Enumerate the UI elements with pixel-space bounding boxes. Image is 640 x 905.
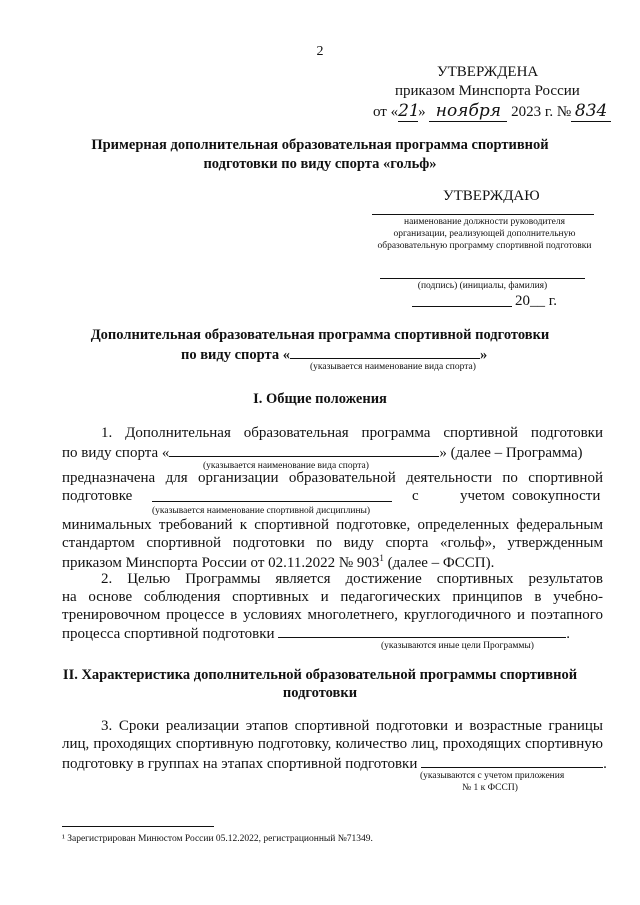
approval-date-line: [373, 101, 611, 122]
approve-word: УТВЕРЖДАЮ: [443, 188, 540, 204]
p3-blank: [421, 754, 603, 768]
program-title-line-1: Дополнительная образовательная программа спортивной подготовки: [90, 327, 550, 343]
p3-line-2: лиц, проходящих спортивную подготовку, количество лиц, проходящих спортивную: [62, 736, 603, 752]
p1-line-2: [62, 443, 603, 462]
date-suffix: 20__ г.: [515, 293, 557, 309]
p2-line-4: процесса спортивной подготовки .: [62, 626, 571, 642]
section-1-title: I. Общие положения: [253, 391, 387, 407]
p1-caption-2: (указывается наименование спортивной дисциплины): [152, 506, 371, 516]
p1-line-4-uchetom: учетом: [460, 488, 505, 504]
p3-caption-2: № 1 к ФССП): [462, 783, 518, 793]
p1-line-7-text: приказом Минспорта России от 02.11.2022 № 903: [62, 555, 380, 571]
approve-caption-1: наименование должности руководителя: [404, 217, 565, 227]
p1-line-2-prefix: по виду спорта «: [62, 445, 170, 461]
p2-goals-blank: [278, 624, 566, 638]
approval-day: 21: [398, 101, 420, 121]
p2-line-2: на основе соблюдения спортивных и педагогических принципов в учебно-: [62, 589, 603, 605]
approve-position-line: [372, 214, 594, 215]
program-title-suffix: »: [479, 347, 488, 363]
doc-title-line-1: Примерная дополнительная образовательная программа спортивной: [91, 137, 549, 153]
p1-line-7-tail: (далее – ФССП).: [383, 555, 495, 571]
p1-line-4-sovokupnosti: совокупности: [512, 488, 601, 504]
p3-line-3: подготовку в группах на этапах спортивной подготовки .: [62, 756, 607, 772]
program-caption: (указывается наименование вида спорта): [310, 362, 476, 372]
p1-line-6: стандартом спортивной подготовки по виду спорта «гольф», утвержденным: [62, 535, 603, 551]
footnote-separator: [62, 826, 214, 827]
p2-line-1: 2. Целью Программы является достижение спортивных результатов: [101, 571, 603, 587]
p1-sport-blank: [169, 443, 439, 457]
p2-line-3: тренировочном процессе в условиях многолетнего, круглогодичного и поэтапного: [62, 607, 603, 623]
approval-title: УТВЕРЖДЕНА: [437, 64, 539, 80]
p1-line-3: предназначена для организации образовательной деятельности по спортивной: [62, 470, 603, 486]
p2-caption: (указываются иные цели Программы): [381, 641, 534, 651]
p1-caption-1: (указывается наименование вида спорта): [203, 461, 369, 471]
p2-line-4-text: процесса спортивной подготовки: [62, 626, 275, 642]
approval-month: ноября: [429, 101, 507, 122]
approval-from: от «: [373, 104, 399, 120]
approval-year: 2023 г. №: [511, 104, 572, 120]
signature-line: [380, 278, 585, 279]
p3-caption-1: (указываются с учетом приложения: [420, 771, 565, 781]
footnote: ¹ Зарегистрирован Минюстом России 05.12.2022, регистрационный №71349.: [62, 834, 373, 844]
signature-caption: (подпись) (инициалы, фамилия): [417, 281, 548, 291]
section-2-title-line-1: II. Характеристика дополнительной образовательной программы спортивной: [62, 667, 578, 683]
page-number: 2: [316, 44, 324, 59]
p1-footnote-ref: 1: [379, 553, 384, 563]
p3-line-3-text: подготовку в группах на этапах спортивной подготовки: [62, 756, 418, 772]
p3-line-1: 3. Сроки реализации этапов спортивной подготовки и возрастные границы: [101, 718, 603, 734]
approval-number: 834: [571, 101, 611, 122]
p1-line-7: [62, 553, 494, 572]
program-sport-blank: [290, 345, 480, 359]
p1-line-2-suffix: » (далее – Программа): [439, 445, 583, 461]
approve-caption-2: организации, реализующей дополнительную: [393, 229, 576, 239]
doc-title-line-2: подготовки по виду спорта «гольф»: [203, 156, 437, 172]
p1-line-4-s: с: [412, 488, 419, 504]
section-2-title-line-2: подготовки: [282, 685, 358, 701]
date-line: [412, 306, 512, 307]
program-title-prefix: по виду спорта «: [181, 347, 290, 363]
p1-line-5: минимальных требований к спортивной подготовке, определенных федеральным: [62, 517, 603, 533]
p1-line-4: [62, 488, 603, 505]
approve-caption-3: образовательную программу спортивной подготовки: [377, 241, 592, 251]
p1-line-4-word: подготовке: [62, 488, 133, 504]
approval-order: приказом Минспорта России: [395, 83, 580, 99]
approval-quote-close: »: [418, 104, 426, 120]
p1-line-1: 1. Дополнительная образовательная программа спортивной подготовки: [101, 425, 603, 441]
p1-discipline-blank: [152, 488, 392, 502]
